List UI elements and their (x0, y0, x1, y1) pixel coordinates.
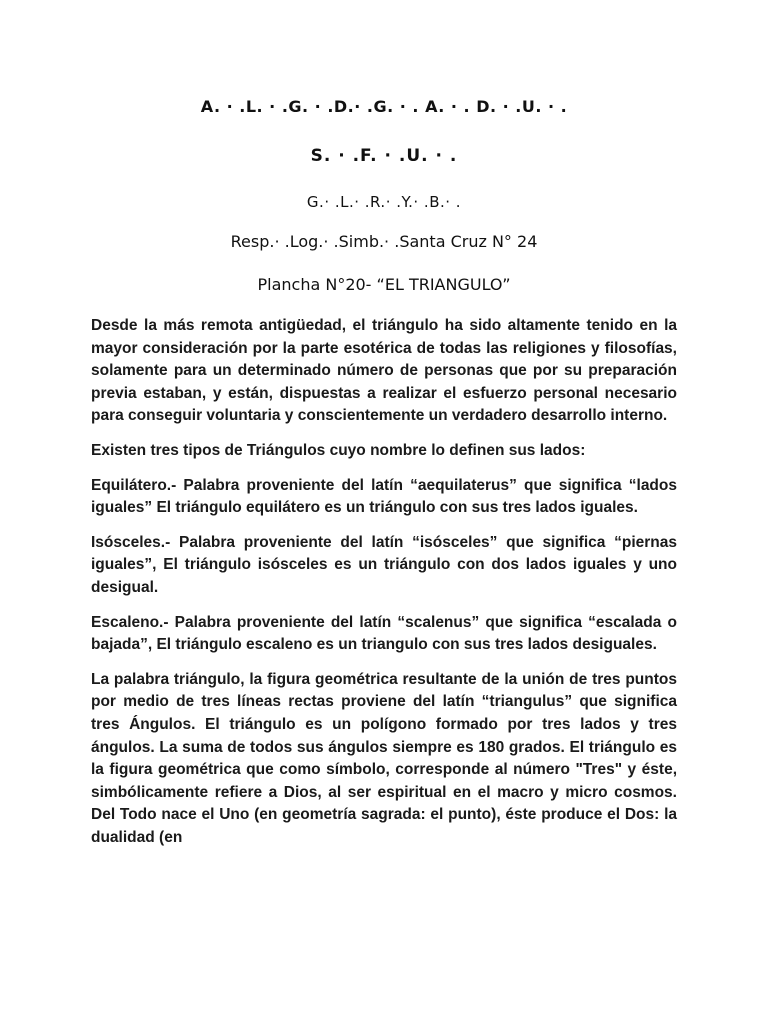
paragraph-isosceles: Isósceles.- Palabra proveniente del latín “isósceles” que significa “piernas iguales”, El triángulo isósceles es un triángulo con dos lados iguales y uno desigual. (91, 533, 677, 596)
paragraph-escaleno: Escaleno.- Palabra proveniente del latín “scalenus” que significa “escalada o bajada”, El triángulo escaleno es un triangulo con sus tres lados desiguales. (91, 613, 677, 654)
lodge-initials: G.· .L.· .R.· .Y.· .B.· . (306, 193, 462, 211)
paragraph-equilatero: Equilátero.- Palabra proveniente del latín “aequilaterus” que significa “lados iguales” El triángulo equilátero es un triángulo con sus tres lados iguales. (91, 476, 677, 517)
lodge-title: A. · .L. · .G. · .D.· .G. · . A. · . D. · .U. · . (200, 97, 568, 116)
paragraph-types: Existen tres tipos de Triángulos cuyo nombre lo definen sus lados: (91, 441, 586, 459)
document-body (91, 315, 677, 861)
document-title: Plancha N°20- “EL TRIANGULO” (257, 275, 511, 294)
paragraph-triangulo: La palabra triángulo, la figura geométrica resultante de la unión de tres puntos por medio de tres líneas rectas proviene del latín “triangulus” que significa tres Ángulos. El triángulo es un polígono formado por tres lados y tres ángulos. La suma de todos sus ángulos siempre es 180 grados. El triángulo es la figura geométrica que como símbolo, corresponde al número "Tres" y éste, simbólicamente refiere a Dios, al ser espiritual en el macro y micro cosmos. Del Todo nace el Uno (en geometría sagrada: el punto), éste produce el Dos: la dualidad (en (91, 670, 677, 846)
lodge-name: Resp.· .Log.· .Simb.· .Santa Cruz N° 24 (230, 232, 538, 251)
paragraph-intro: Desde la más remota antigüedad, el triángulo ha sido altamente tenido en la mayor consideración por la parte esotérica de todas las religiones y filosofías, solamente para un determinado número de personas que por su preparación previa estaban, y están, dispuestas a realizar el esfuerzo personal necesario para conseguir voluntaria y conscientemente un verdadero desarrollo interno. (91, 317, 677, 425)
lodge-subtitle: S. · .F. · .U. · . (310, 146, 458, 166)
